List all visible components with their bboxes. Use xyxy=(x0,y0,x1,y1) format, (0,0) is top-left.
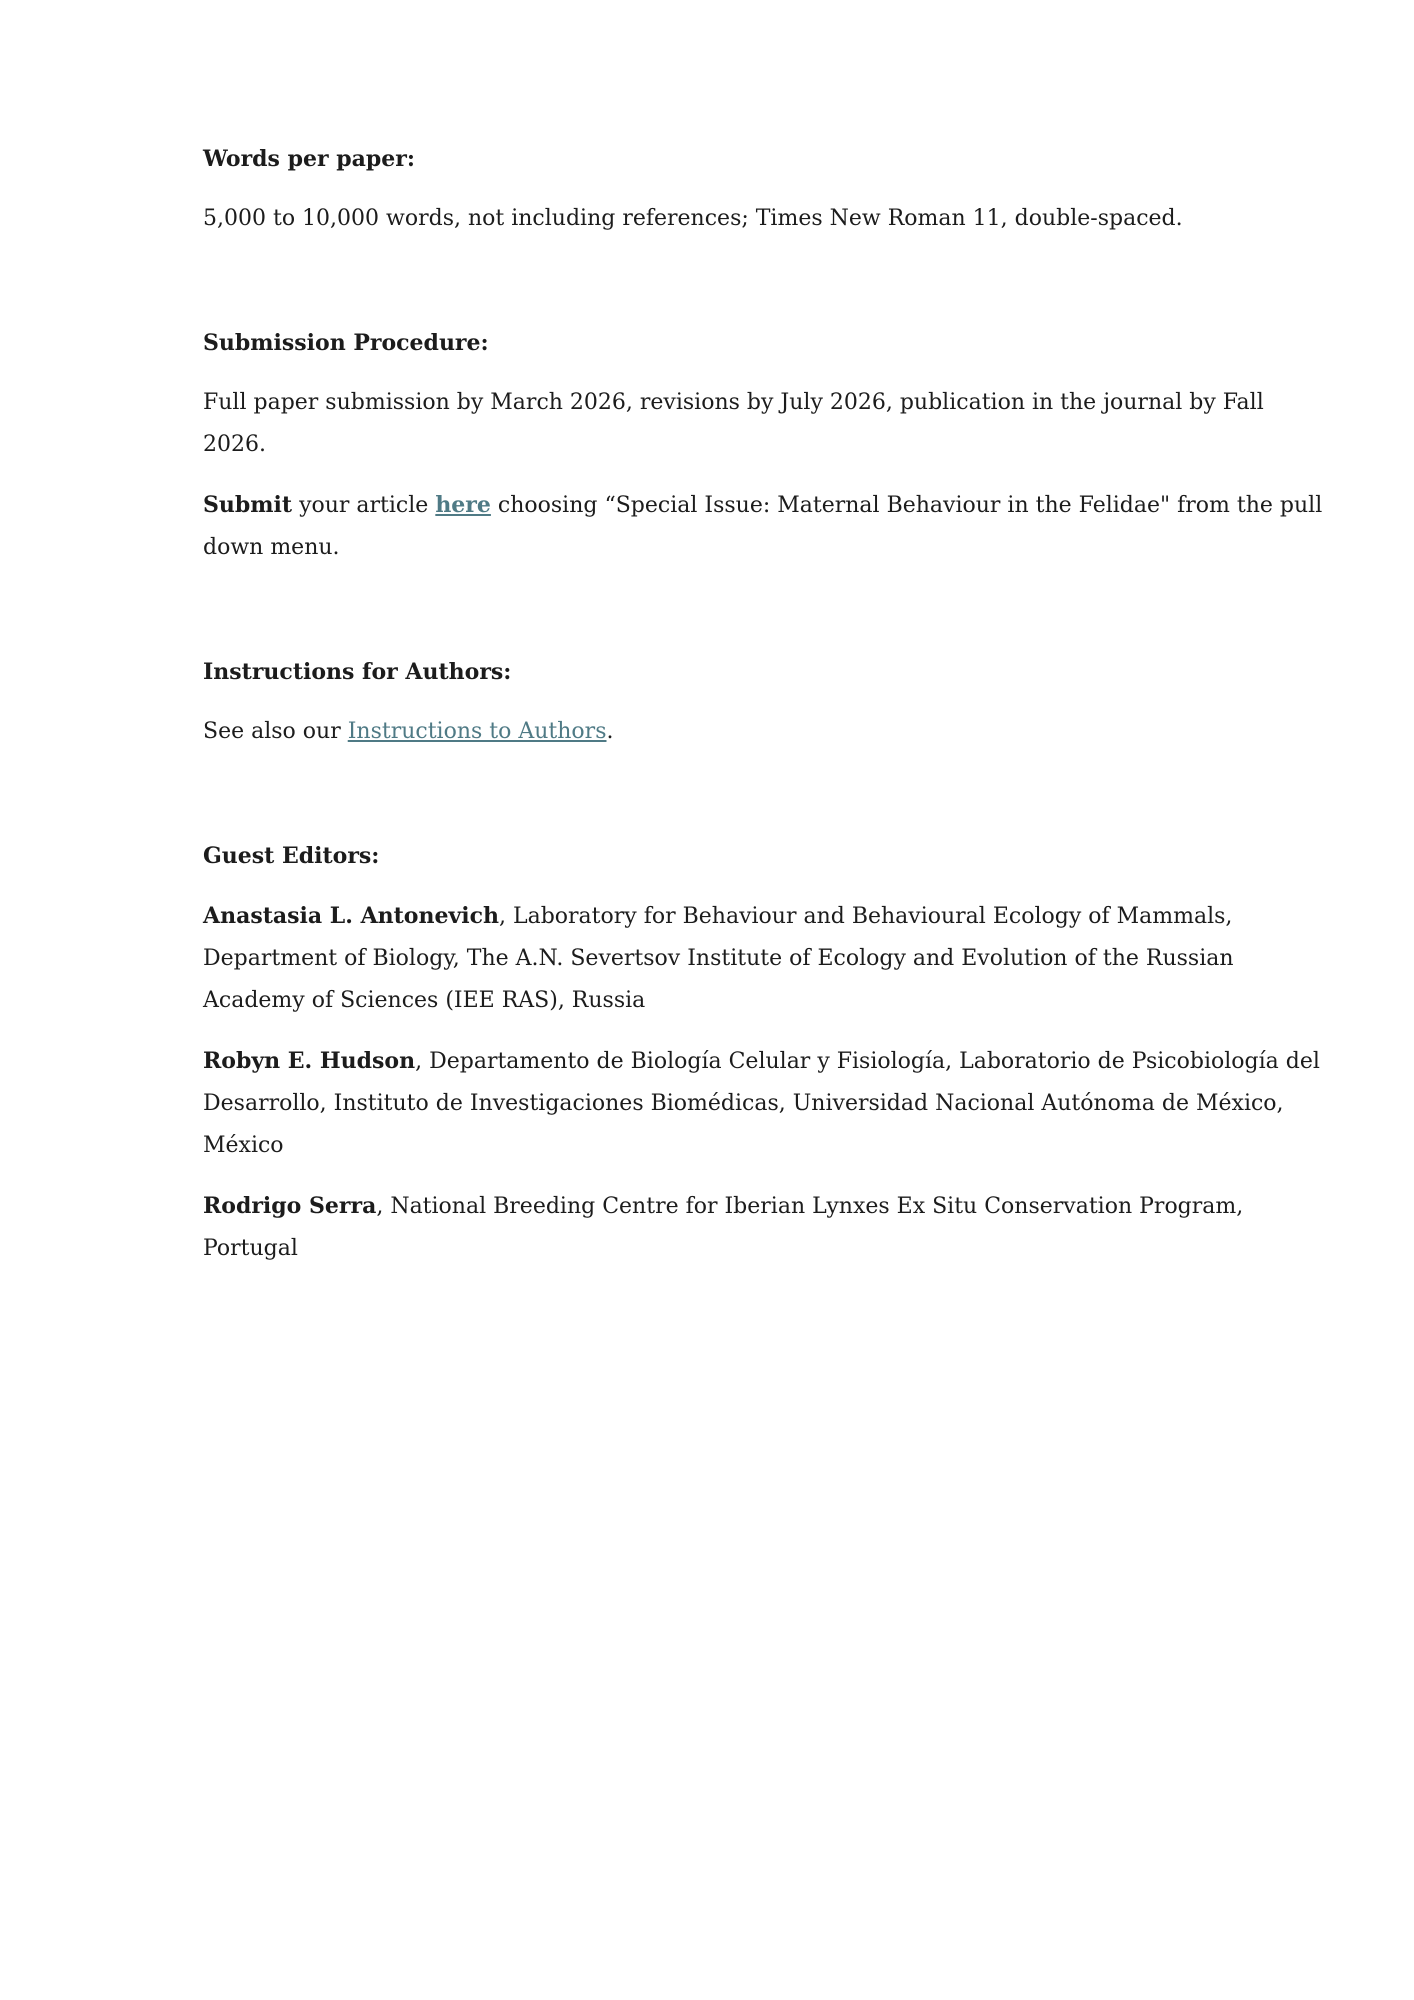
instructions-paragraph xyxy=(203,711,1323,753)
editor-entry xyxy=(203,1040,1323,1167)
editor-affiliation: , National Breeding Centre for Iberian Lynxes Ex Situ Conservation Program, Portugal xyxy=(203,1194,1244,1261)
editor-name: Rodrigo Serra xyxy=(203,1193,377,1219)
submission-text: Full paper submission by March 2026, revisions by July 2026, publication in the journal by Fall 2026. xyxy=(203,390,1264,457)
editor-affiliation: , Departamento de Biología Celular y Fisiología, Laboratorio de Psicobiología del Desarrollo, Instituto de Investigaciones Biomédicas, Universidad Nacional Autónoma de México, México xyxy=(203,1049,1320,1158)
editor-affiliation: , Laboratory for Behaviour and Behavioural Ecology of Mammals, Department of Biology, The A.N. Severtsov Institute of Ecology and Evolution of the Russian Academy of Sciences (IEE RAS), Russia xyxy=(203,904,1234,1013)
submit-here-link[interactable]: here xyxy=(435,492,491,518)
submit-paragraph xyxy=(203,484,1323,569)
submit-post-text: choosing “Special Issue: Maternal Behaviour in the Felidae" from the pull down menu. xyxy=(203,493,1323,560)
instructions-heading: Instructions for Authors: xyxy=(203,659,512,685)
submit-pre-text: your article xyxy=(292,493,436,518)
instructions-to-authors-link[interactable]: Instructions to Authors xyxy=(347,719,607,744)
instructions-post-text: . xyxy=(606,719,614,744)
submit-label: Submit xyxy=(203,492,293,518)
editor-name: Robyn E. Hudson xyxy=(203,1048,416,1074)
editors-heading: Guest Editors: xyxy=(203,843,380,869)
editor-entry xyxy=(203,1185,1323,1270)
words-text: 5,000 to 10,000 words, not including references; Times New Roman 11, double-spaced. xyxy=(203,206,1183,231)
instructions-pre-text: See also our xyxy=(203,719,348,744)
editor-entry xyxy=(203,895,1323,1022)
submission-heading: Submission Procedure: xyxy=(203,330,489,356)
words-heading: Words per paper: xyxy=(203,146,415,172)
document-page xyxy=(203,138,1323,1270)
editor-name: Anastasia L. Antonevich xyxy=(203,903,499,929)
